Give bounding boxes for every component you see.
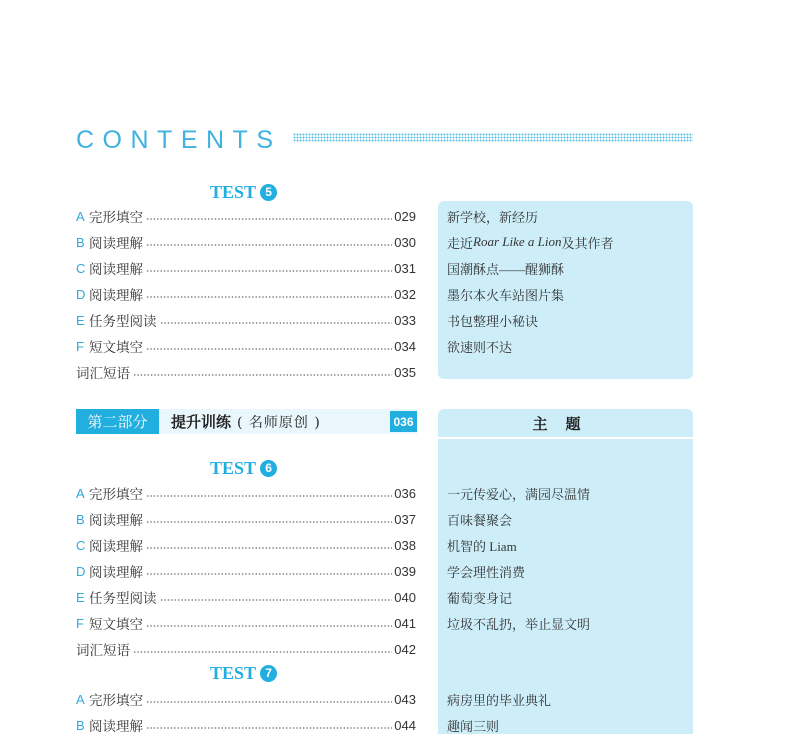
toc-entry[interactable] <box>76 333 416 359</box>
toc-entry-title: 短文填空 <box>89 617 143 633</box>
toc-entry-page: 040 <box>394 589 416 605</box>
toc-entry[interactable] <box>76 480 416 506</box>
test-number-badge: 6 <box>260 460 277 477</box>
toc-entry[interactable] <box>76 203 416 229</box>
theme-list-test-7 <box>447 686 687 738</box>
theme-entry: 一元传爱心，满园尽温情 <box>447 486 591 502</box>
theme-column-header: 主题 <box>438 409 693 437</box>
toc-entry-title: 阅读理解 <box>89 565 143 581</box>
section-title <box>171 409 321 434</box>
toc-entry-page: 030 <box>394 234 416 250</box>
toc-entry-letter: D <box>76 286 86 302</box>
toc-entry-page: 029 <box>394 208 416 224</box>
test-number-badge: 7 <box>260 665 277 682</box>
toc-leader-dots <box>133 374 392 376</box>
toc-entry-title: 任务型阅读 <box>89 591 157 607</box>
theme-entry: 墨尔本火车站图片集 <box>447 287 565 303</box>
toc-entry-title: 阅读理解 <box>89 262 143 278</box>
toc-leader-dots <box>160 599 393 601</box>
toc-entry-page: 036 <box>394 485 416 501</box>
theme-entry: 欲速则不达 <box>447 339 513 355</box>
toc-leader-dots <box>146 727 392 729</box>
toc-entry[interactable] <box>76 359 416 385</box>
toc-entry-letter: D <box>76 563 86 579</box>
toc-entry-title: 短文填空 <box>89 340 143 356</box>
toc-entry-letter: A <box>76 208 85 224</box>
toc-entry-title: 阅读理解 <box>89 288 143 304</box>
section-page-number: 036 <box>390 411 417 432</box>
toc-entry-title: 任务型阅读 <box>89 314 157 330</box>
theme-entry: 新学校，新经历 <box>447 209 539 225</box>
toc-list-test-7 <box>76 686 416 738</box>
toc-list-test-5 <box>76 203 416 385</box>
toc-leader-dots <box>146 573 392 575</box>
toc-entry-page: 038 <box>394 537 416 553</box>
toc-entry[interactable] <box>76 686 416 712</box>
toc-leader-dots <box>146 296 392 298</box>
theme-entry: 国潮酥点——醒狮酥 <box>447 261 565 277</box>
toc-entry[interactable] <box>76 636 416 662</box>
toc-entry-page: 041 <box>394 615 416 631</box>
theme-list-test-6 <box>447 480 687 636</box>
toc-leader-dots <box>146 495 392 497</box>
toc-entry-page: 033 <box>394 312 416 328</box>
test-7-heading <box>210 661 330 685</box>
toc-entry[interactable] <box>76 255 416 281</box>
test-5-heading <box>210 180 330 204</box>
book-title: Roar Like a Lion <box>473 234 562 249</box>
toc-leader-dots <box>133 651 392 653</box>
section-subtitle: ( 名师原创 ) <box>237 414 321 431</box>
toc-entry-letter: B <box>76 717 85 733</box>
theme-list-test-5 <box>447 203 687 359</box>
section-2-bar <box>76 409 417 434</box>
toc-entry[interactable] <box>76 506 416 532</box>
toc-entry-page: 037 <box>394 511 416 527</box>
theme-entry: 书包整理小秘诀 <box>447 313 539 329</box>
toc-entry-page: 039 <box>394 563 416 579</box>
toc-entry[interactable] <box>76 610 416 636</box>
toc-entry-page: 044 <box>394 717 416 733</box>
toc-entry[interactable] <box>76 532 416 558</box>
contents-dotted-rule <box>293 133 693 142</box>
theme-entry: 走近 Roar Like a Lion 及其作者 <box>447 234 614 251</box>
theme-entry: 垃圾不乱扔，举止显文明 <box>447 616 591 632</box>
toc-entry-title: 词汇短语 <box>76 366 130 382</box>
toc-leader-dots <box>146 547 392 549</box>
contents-title: CONTENTS <box>76 126 282 154</box>
toc-entry-title: 完形填空 <box>89 487 143 503</box>
section-tag: 第二部分 <box>76 409 159 434</box>
toc-entry[interactable] <box>76 558 416 584</box>
toc-entry[interactable] <box>76 229 416 255</box>
toc-entry[interactable] <box>76 584 416 610</box>
toc-entry-letter: C <box>76 537 86 553</box>
toc-entry-letter: B <box>76 511 85 527</box>
toc-entry-letter: E <box>76 589 85 605</box>
theme-entry: 葡萄变身记 <box>447 590 513 606</box>
test-label: TEST <box>210 181 257 202</box>
toc-leader-dots <box>146 270 392 272</box>
toc-list-test-6 <box>76 480 416 662</box>
theme-entry: 百味餐聚会 <box>447 512 513 528</box>
toc-leader-dots <box>146 218 392 220</box>
toc-entry-page: 035 <box>394 364 416 380</box>
theme-entry: 趣闻三则 <box>447 718 500 734</box>
toc-entry-letter: C <box>76 260 86 276</box>
toc-entry-letter: A <box>76 485 85 501</box>
toc-entry-letter: F <box>76 338 84 354</box>
toc-entry-title: 阅读理解 <box>89 539 143 555</box>
toc-entry-page: 043 <box>394 691 416 707</box>
theme-header-divider <box>438 437 693 439</box>
toc-leader-dots <box>160 322 393 324</box>
test-label: TEST <box>210 662 257 683</box>
toc-entry-title: 词汇短语 <box>76 643 130 659</box>
toc-entry-title: 阅读理解 <box>89 719 143 735</box>
theme-entry: 病房里的毕业典礼 <box>447 692 552 708</box>
toc-leader-dots <box>146 701 392 703</box>
toc-entry[interactable] <box>76 281 416 307</box>
section-title-main: 提升训练 <box>171 413 232 431</box>
toc-entry-letter: F <box>76 615 84 631</box>
toc-entry-letter: A <box>76 691 85 707</box>
toc-leader-dots <box>146 625 392 627</box>
toc-entry-title: 完形填空 <box>89 693 143 709</box>
toc-entry-title: 阅读理解 <box>89 236 143 252</box>
toc-entry[interactable] <box>76 307 416 333</box>
theme-entry: 学会理性消费 <box>447 564 526 580</box>
toc-entry[interactable] <box>76 712 416 738</box>
toc-entry-page: 034 <box>394 338 416 354</box>
toc-entry-letter: B <box>76 234 85 250</box>
toc-entry-page: 042 <box>394 641 416 657</box>
toc-entry-page: 031 <box>394 260 416 276</box>
toc-leader-dots <box>146 244 392 246</box>
test-number-badge: 5 <box>260 184 277 201</box>
theme-entry: 机智的 Liam <box>447 538 517 554</box>
test-6-heading <box>210 456 330 480</box>
toc-leader-dots <box>146 521 392 523</box>
toc-entry-title: 完形填空 <box>89 210 143 226</box>
toc-entry-title: 阅读理解 <box>89 513 143 529</box>
toc-entry-letter: E <box>76 312 85 328</box>
toc-leader-dots <box>146 348 392 350</box>
test-label: TEST <box>210 457 257 478</box>
toc-entry-page: 032 <box>394 286 416 302</box>
